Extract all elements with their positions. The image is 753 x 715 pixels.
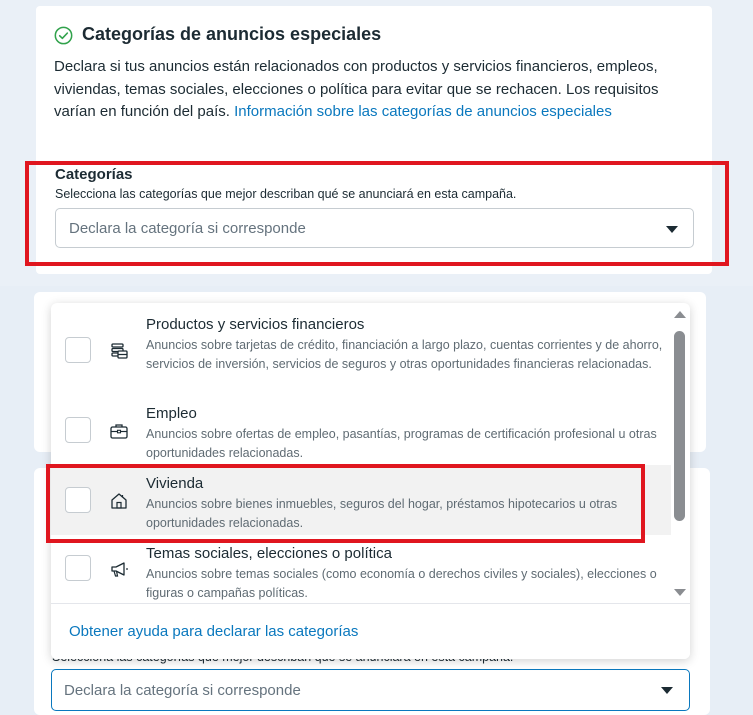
top-panel <box>0 0 753 286</box>
briefcase-icon <box>109 421 129 441</box>
scroll-down-arrow-icon[interactable] <box>674 589 686 596</box>
bottom-panel <box>0 286 753 715</box>
background-select-placeholder: Declara la categoría si corresponde <box>64 682 301 699</box>
option-description: Anuncios sobre ofertas de empleo, pasantías, programas de certificación profesional u otras oportunidades relacionadas. <box>146 427 657 460</box>
option-social-issues[interactable] <box>51 535 671 603</box>
check-circle-icon <box>54 26 73 45</box>
card-title: Categorías de anuncios especiales <box>82 24 382 44</box>
dropdown-list <box>51 303 671 603</box>
option-description: Anuncios sobre tarjetas de crédito, financiación a largo plazo, cuentas corrientes y de ahorro, servicios de inversión, servicios de seguros y otras oportunidades financieras relacionadas. <box>146 338 663 371</box>
option-financial[interactable] <box>51 303 671 395</box>
categories-label: Categorías <box>55 166 133 183</box>
option-title: Productos y servicios financieros <box>146 316 365 333</box>
option-title: Temas sociales, elecciones o política <box>146 545 392 562</box>
description-text: Declara si tus anuncios están relacionados con productos y servicios financieros, empleos, viviendas, temas sociales, elecciones o política para evitar que se rechacen. Los requisitos varían en función del país. <box>54 58 659 120</box>
option-title: Empleo <box>146 405 197 422</box>
category-select-placeholder: Declara la categoría si corresponde <box>69 220 306 237</box>
checkbox-employment[interactable] <box>65 417 91 443</box>
checkbox-social-issues[interactable] <box>65 555 91 581</box>
option-employment[interactable] <box>51 395 671 465</box>
categories-help-text: Selecciona las categorías que mejor describan qué se anunciará en esta campaña. <box>55 187 517 201</box>
coin-stack-icon <box>109 341 129 361</box>
highlight-box-housing <box>46 464 645 543</box>
option-title: Vivienda <box>146 475 204 492</box>
option-description: Anuncios sobre temas sociales (como economía o derechos civiles y sociales), elecciones o figuras o campañas políticas. <box>146 567 657 600</box>
help-declare-categories-link[interactable]: Obtener ayuda para declarar las categorías <box>69 623 359 640</box>
scroll-up-arrow-icon[interactable] <box>674 311 686 318</box>
highlight-box-categories <box>25 161 729 266</box>
info-link[interactable]: Información sobre las categorías de anuncios especiales <box>234 103 612 120</box>
megaphone-icon <box>109 559 129 579</box>
dropdown-footer <box>51 603 690 659</box>
card-description <box>54 56 702 124</box>
option-description: Anuncios sobre bienes inmuebles, seguros del hogar, préstamos hipotecarios u otras oportunidades relacionadas. <box>146 497 618 530</box>
scrollbar-thumb[interactable] <box>674 331 685 521</box>
background-category-select[interactable] <box>51 669 690 711</box>
chevron-down-icon <box>661 687 673 694</box>
checkbox-financial[interactable] <box>65 337 91 363</box>
dropdown-scrollbar[interactable] <box>671 303 690 603</box>
